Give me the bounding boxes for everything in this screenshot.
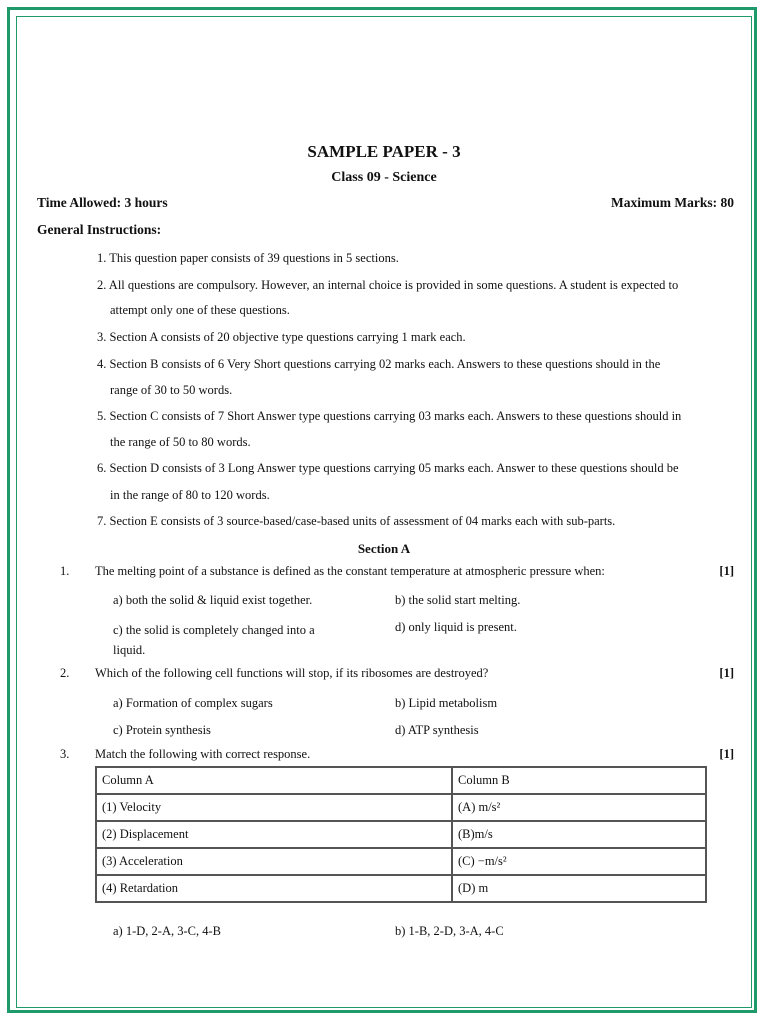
paper-title: SAMPLE PAPER - 3 bbox=[307, 142, 461, 161]
table-cell: (A) m/s² bbox=[452, 794, 706, 821]
instruction-line: range of 30 to 50 words. bbox=[110, 383, 233, 397]
instruction-line: the range of 50 to 80 words. bbox=[110, 435, 251, 449]
question-marks: [1] bbox=[719, 564, 734, 578]
instruction-line: 7. Section E consists of 3 source-based/case-based units of assessment of 04 marks each with sub-parts. bbox=[97, 514, 616, 528]
question-marks: [1] bbox=[719, 747, 734, 761]
option-b: b) Lipid metabolism bbox=[395, 696, 498, 710]
instruction-line: attempt only one of these questions. bbox=[110, 303, 290, 317]
instruction-line: 6. Section D consists of 3 Long Answer type questions carrying 05 marks each. Answer to these questions should be bbox=[97, 461, 679, 475]
instruction-line: 2. All questions are compulsory. However, an internal choice is provided in some questions. A student is expected to bbox=[97, 278, 679, 292]
option-a: a) Formation of complex sugars bbox=[113, 696, 273, 710]
option-b: b) the solid start melting. bbox=[395, 593, 521, 607]
table-row bbox=[96, 821, 706, 848]
option-c: c) the solid is completely changed into a liquid. bbox=[113, 623, 315, 657]
table-row bbox=[96, 848, 706, 875]
table-cell: (4) Retardation bbox=[96, 875, 452, 902]
question-number: 1. bbox=[60, 564, 70, 578]
table-cell: (2) Displacement bbox=[96, 821, 452, 848]
table-cell: (B)m/s bbox=[452, 821, 706, 848]
instruction-line: 5. Section C consists of 7 Short Answer type questions carrying 03 marks each. Answers to these questions should in bbox=[97, 409, 682, 423]
instruction-line: 1. This question paper consists of 39 questions in 5 sections. bbox=[97, 251, 399, 265]
option-d: d) ATP synthesis bbox=[395, 723, 479, 737]
option-c: c) Protein synthesis bbox=[113, 723, 211, 737]
match-table bbox=[95, 766, 707, 903]
question-number: 3. bbox=[60, 747, 70, 761]
instruction-line: 4. Section B consists of 6 Very Short questions carrying 02 marks each. Answers to these questions should in the bbox=[97, 357, 661, 371]
section-a-heading: Section A bbox=[357, 541, 411, 556]
table-cell: (C) −m/s² bbox=[452, 848, 706, 875]
instruction-line: 3. Section A consists of 20 objective type questions carrying 1 mark each. bbox=[97, 330, 466, 344]
question-number: 2. bbox=[60, 666, 70, 680]
table-row bbox=[96, 875, 706, 902]
question-marks: [1] bbox=[719, 666, 734, 680]
question-text: Which of the following cell functions will stop, if its ribosomes are destroyed? bbox=[95, 666, 489, 680]
table-header-cell: Column A bbox=[96, 767, 452, 794]
table-cell: (3) Acceleration bbox=[96, 848, 452, 875]
general-instructions-label: General Instructions: bbox=[37, 222, 162, 237]
instruction-line: in the range of 80 to 120 words. bbox=[110, 488, 270, 502]
option-b: b) 1-B, 2-D, 3-A, 4-C bbox=[395, 924, 504, 938]
question-text: The melting point of a substance is defined as the constant temperature at atmospheric pressure when: bbox=[95, 564, 605, 578]
table-cell: (D) m bbox=[452, 875, 706, 902]
paper-subtitle: Class 09 - Science bbox=[331, 170, 437, 185]
time-allowed: Time Allowed: 3 hours bbox=[37, 195, 168, 210]
table-header-row bbox=[96, 767, 706, 794]
option-d: d) only liquid is present. bbox=[395, 620, 517, 634]
question-text: Match the following with correct response. bbox=[95, 747, 311, 761]
table-cell: (1) Velocity bbox=[96, 794, 452, 821]
option-a: a) 1-D, 2-A, 3-C, 4-B bbox=[113, 924, 221, 938]
table-header-cell: Column B bbox=[452, 767, 706, 794]
maximum-marks: Maximum Marks: 80 bbox=[611, 195, 734, 210]
table-row bbox=[96, 794, 706, 821]
option-a: a) both the solid & liquid exist together. bbox=[113, 593, 313, 607]
